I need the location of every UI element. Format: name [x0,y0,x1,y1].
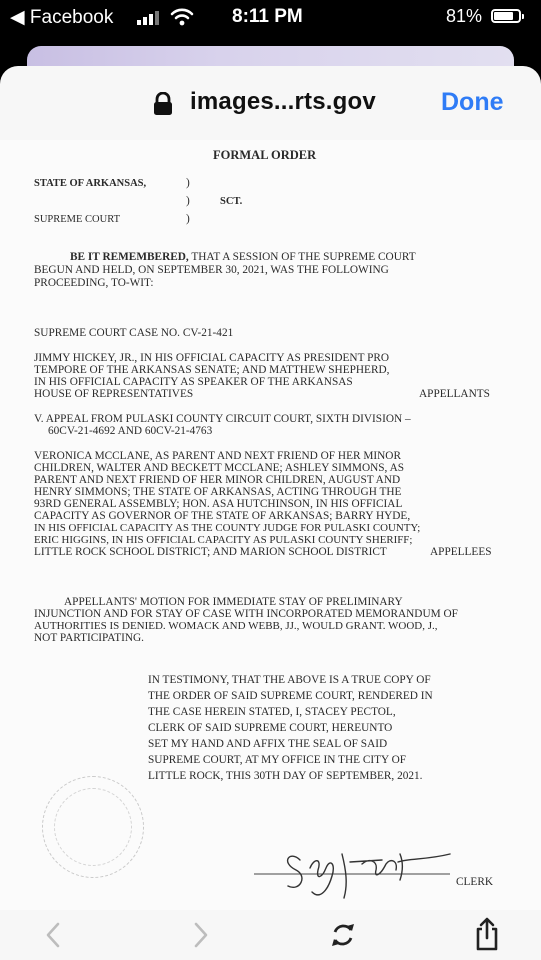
appellees-line: CHILDREN, WALTER AND BECKETT MCCLANE; ASHLEY SIMMONS, AS [34,462,405,474]
intro-line: PROCEEDING, TO-WIT: [34,277,154,289]
appellees-line: CAPACITY AS GOVERNOR OF THE STATE OF ARKANSAS; BARRY HYDE, [34,510,411,522]
appellants-line: TEMPORE OF THE ARKANSAS SENATE; AND MATTHEW SHEPHERD, [34,364,390,376]
refresh-icon[interactable] [328,920,358,950]
appellees-line: ERIC HIGGINS, IN HIS OFFICIAL CAPACITY AS PULASKI COUNTY SHERIFF; [34,534,413,546]
done-button[interactable]: Done [441,88,504,116]
caption-state: STATE OF ARKANSAS, [34,178,147,189]
appellees-line: PARENT AND NEXT FRIEND OF HER MINOR CHILDREN, AUGUST AND [34,474,401,486]
appellants-line: IN HIS OFFICIAL CAPACITY AS SPEAKER OF THE ARKANSAS [34,376,353,388]
appellees-line: HENRY SIMMONS; THE STATE OF ARKANSAS, ACTING THROUGH THE [34,486,402,498]
clerk-label: CLERK [456,876,494,888]
page-title: FORMAL ORDER [213,148,317,162]
browser-sheet [0,66,541,960]
battery-percentage: 81% [446,6,483,26]
testimony-line: SET MY HAND AND AFFIX THE SEAL OF SAID [148,738,388,750]
wifi-icon [170,8,194,26]
back-arrow-icon[interactable] [42,920,64,950]
url-label[interactable]: images...rts.gov [190,88,376,115]
appellees-line: 93RD GENERAL ASSEMBLY; HON. ASA HUTCHINSON, IN HIS OFFICIAL [34,498,403,510]
battery-icon [491,9,525,25]
cellular-signal-icon [137,11,161,25]
intro-lead: BE IT REMEMBERED, [70,251,189,263]
appellants-line: HOUSE OF REPRESENTATIVES [34,388,194,400]
court-seal-inner [54,788,132,866]
lock-icon [152,92,174,116]
motion-line: NOT PARTICIPATING. [34,632,145,644]
forward-arrow-icon[interactable] [190,920,212,950]
appellees-line: IN HIS OFFICIAL CAPACITY AS THE COUNTY JUDGE FOR PULASKI COUNTY; [34,522,421,534]
testimony-line: THE CASE HEREIN STATED, I, STACEY PECTOL, [148,706,396,718]
appellants-label: APPELLANTS [419,388,490,400]
appeal-line: 60CV-21-4692 AND 60CV-21-4763 [48,425,213,437]
testimony-line: CLERK OF SAID SUPREME COURT, HEREUNTO [148,722,393,734]
appeal-line: V. APPEAL FROM PULASKI COUNTY CIRCUIT COURT, SIXTH DIVISION – [34,413,411,425]
appellants-line: JIMMY HICKEY, JR., IN HIS OFFICIAL CAPACITY AS PRESIDENT PRO [34,352,390,364]
intro-rest: THAT A SESSION OF THE SUPREME COURT [191,251,416,263]
testimony-line: SUPREME COURT, AT MY OFFICE IN THE CITY OF [148,754,407,766]
intro-line: BEGUN AND HELD, ON SEPTEMBER 30, 2021, WAS THE FOLLOWING [34,264,389,276]
appellees-line: VERONICA MCCLANE, AS PARENT AND NEXT FRIEND OF HER MINOR [34,450,401,462]
bottom-toolbar [0,910,541,960]
caption-paren: ) [186,177,190,189]
case-number: SUPREME COURT CASE NO. CV-21-421 [34,327,234,339]
back-to-facebook-link[interactable]: ◀ Facebook [10,7,114,28]
caption-paren: ) [186,213,190,225]
testimony-line: IN TESTIMONY, THAT THE ABOVE IS A TRUE COPY OF [148,674,431,686]
caption-court: SUPREME COURT [34,214,121,225]
appellees-line: LITTLE ROCK SCHOOL DISTRICT; AND MARION SCHOOL DISTRICT [34,546,387,558]
share-icon[interactable] [472,916,502,952]
appellees-label: APPELLEES [430,546,492,558]
motion-line: APPELLANTS' MOTION FOR IMMEDIATE STAY OF PRELIMINARY [64,596,403,608]
intro-line [70,251,416,264]
status-bar [0,0,541,36]
address-bar [0,66,541,140]
caption-sct: SCT. [220,196,243,207]
clerk-signature [250,840,460,905]
clock: 8:11 PM [232,6,303,27]
motion-line: AUTHORITIES IS DENIED. WOMACK AND WEBB, JJ., WOULD GRANT. WOOD, J., [34,620,438,632]
caption-paren: ) [186,195,190,207]
document-page [0,140,541,910]
testimony-line: THE ORDER OF SAID SUPREME COURT, RENDERED IN [148,690,433,702]
motion-line: INJUNCTION AND FOR STAY OF CASE WITH INCORPORATED MEMORANDUM OF [34,608,458,620]
testimony-line: LITTLE ROCK, THIS 30TH DAY OF SEPTEMBER, 2021. [148,770,423,782]
